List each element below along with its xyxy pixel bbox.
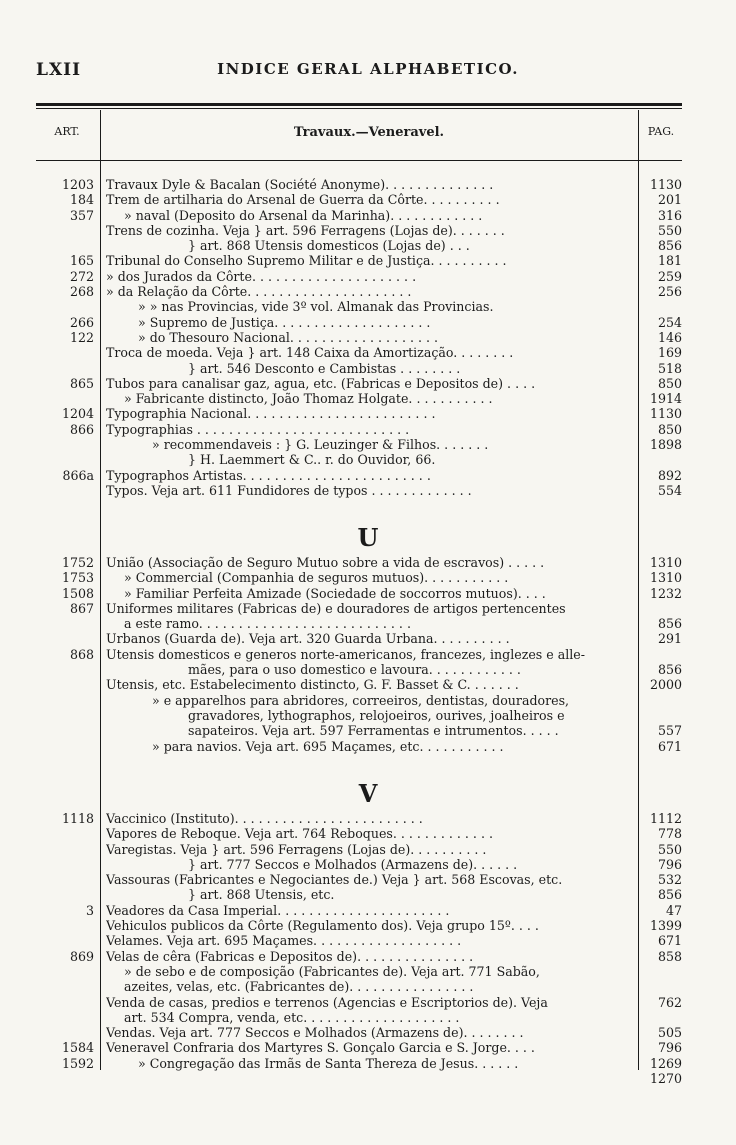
entry-text: » Familiar Perfeita Amizade (Sociedade de soccorros mutuos). . . .	[124, 585, 546, 601]
index-entry-row	[0, 315, 736, 330]
entry-page-number: 796	[657, 1040, 682, 1056]
index-entry-row	[0, 601, 736, 616]
entry-text: Utensis, etc. Estabelecimento distincto, G. F. Basset & C. . . . . . .	[106, 677, 519, 693]
entry-page-number: 856	[657, 887, 682, 903]
index-entry-row	[0, 345, 736, 360]
entry-text: Vendas. Veja art. 777 Seccos e Molhados (Armazens de). . . . . . . .	[106, 1025, 524, 1041]
index-entry-row	[0, 708, 736, 723]
section-letter-u: U	[357, 523, 379, 552]
entry-text: Uniformes militares (Fabricas de) e douradores de artigos pertencentes	[106, 600, 566, 616]
entry-page-number: 850	[657, 375, 682, 391]
index-entry-row	[0, 949, 736, 964]
entry-article-number: 1203	[61, 177, 94, 192]
entry-article-number: 1204	[61, 406, 94, 422]
entry-text: » e apparelhos para abridores, correeiros, dentistas, douradores,	[152, 692, 570, 708]
entry-text: » Fabricante distincto, João Thomaz Holgate. . . . . . . . . . .	[124, 391, 493, 407]
entry-text: azeites, velas, etc. (Fabricantes de). . . . . . . . . . . . . . . .	[124, 979, 474, 995]
entry-text: Trem de artilharia do Arsenal de Guerra da Côrte. . . . . . . . . .	[106, 192, 500, 208]
page-number: LXII	[36, 60, 82, 80]
entry-text: Veneravel Confraria dos Martyres S. Gonçalo Garcia e S. Jorge. . . .	[106, 1040, 535, 1056]
entry-text: Travaux Dyle & Bacalan (Société Anonyme). . . . . . . . . . . . . .	[106, 177, 494, 192]
entry-text: Velas de cêra (Fabricas e Depositos de). . . . . . . . . . . . . . .	[106, 948, 474, 964]
index-entry-row	[0, 192, 736, 207]
entry-text: Tubos para canalisar gaz, agua, etc. (Fabricas e Depositos de) . . . .	[106, 375, 536, 391]
entry-text: » dos Jurados da Côrte. . . . . . . . . . . . . . . . . . . . .	[106, 268, 417, 284]
entry-article-number: 1584	[61, 1040, 94, 1056]
entry-page-number: 1914	[649, 391, 682, 407]
entry-article-number: 867	[69, 600, 94, 616]
entry-text: » Commercial (Companhia de seguros mutuos). . . . . . . . . . .	[124, 570, 509, 586]
index-entry-row	[0, 223, 736, 238]
entry-text: Typographos Artistas. . . . . . . . . . . . . . . . . . . . . . . .	[106, 467, 431, 483]
entry-page-number: 259	[657, 268, 682, 284]
entry-text: Veadores da Casa Imperial. . . . . . . . . . . . . . . . . . . . . .	[106, 902, 450, 918]
entry-text: » naval (Deposito do Arsenal da Marinha). . . . . . . . . . . .	[124, 207, 483, 223]
entry-text: » Supremo de Justiça. . . . . . . . . . . . . . . . . . . .	[138, 314, 431, 330]
index-entry-row	[0, 1071, 736, 1086]
index-entry-row	[0, 964, 736, 979]
index-entry-row	[0, 903, 736, 918]
entry-text: Typographias . . . . . . . . . . . . . . . . . . . . . . . . . . .	[106, 421, 410, 437]
entry-page-number: 532	[657, 872, 682, 888]
entry-page-number: 1130	[649, 177, 682, 192]
entry-page-number: 1130	[649, 406, 682, 422]
entry-text: Velames. Veja art. 695 Maçames. . . . . . . . . . . . . . . . . . .	[106, 933, 462, 949]
entry-article-number: 1118	[61, 811, 94, 826]
column-header-pag: PAG.	[647, 125, 675, 138]
entry-page-number: 778	[657, 826, 682, 842]
entry-page-number: 856	[657, 662, 682, 678]
entry-page-number: 256	[657, 284, 682, 300]
entry-text: Typos. Veja art. 611 Fundidores de typos . . . . . . . . . . . . .	[106, 482, 472, 498]
index-entry-row	[0, 177, 736, 192]
index-entry-row	[0, 918, 736, 933]
entry-page-number: 550	[657, 222, 682, 238]
entry-page-number: 1898	[649, 437, 682, 453]
entry-page-number: 856	[657, 616, 682, 632]
entry-page-number: 1310	[649, 555, 682, 570]
entry-page-number: 850	[657, 421, 682, 437]
index-entry-row	[0, 1040, 736, 1055]
index-entry-row	[0, 422, 736, 437]
entry-page-number: 858	[657, 948, 682, 964]
index-entry-row	[0, 933, 736, 948]
index-entry-row	[0, 995, 736, 1010]
entry-text: Venda de casas, predios e terrenos (Agencias e Escriptorios de). Veja	[106, 994, 548, 1010]
entry-text: Vapores de Reboque. Veja art. 764 Reboques. . . . . . . . . . . . .	[106, 826, 493, 842]
entry-text: União (Associação de Seguro Mutuo sobre a vida de escravos) . . . . .	[106, 555, 545, 570]
index-entry-row	[0, 376, 736, 391]
index-entry-row	[0, 269, 736, 284]
entry-text: Typographia Nacional. . . . . . . . . . . . . . . . . . . . . . . .	[106, 406, 436, 422]
index-entry-row	[0, 1010, 736, 1025]
entry-page-number: 1310	[649, 570, 682, 586]
entry-article-number: 1508	[61, 585, 94, 601]
index-entry-row	[0, 811, 736, 826]
index-entry-row	[0, 872, 736, 887]
entry-article-number: 1753	[61, 570, 94, 586]
entry-text: » da Relação da Côrte. . . . . . . . . . . . . . . . . . . . .	[106, 284, 412, 300]
index-entry-row	[0, 208, 736, 223]
entry-page-number: 1232	[649, 585, 682, 601]
index-entry-row	[0, 723, 736, 738]
entry-text: » Congregação das Irmãs de Santa Thereza de Jesus. . . . . .	[138, 1055, 519, 1071]
entry-page-number: 291	[657, 631, 682, 647]
top-rule-thick	[36, 103, 682, 106]
entry-text: } art. 777 Seccos e Molhados (Armazens de). . . . . .	[188, 856, 518, 872]
section-range-heading: Travaux.—Veneravel.	[293, 125, 445, 140]
entry-article-number: 165	[69, 253, 94, 269]
entry-page-number: 671	[657, 933, 682, 949]
entry-article-number: 3	[85, 902, 94, 918]
entry-page-number: 518	[657, 360, 682, 376]
entry-text: Troca de moeda. Veja } art. 148 Caixa da Amortização. . . . . . . .	[106, 345, 514, 361]
index-entry-row	[0, 739, 736, 754]
entry-article-number: 357	[69, 207, 94, 223]
index-entry-row	[0, 330, 736, 345]
entry-page-number: 762	[657, 994, 682, 1010]
index-entry-row	[0, 662, 736, 677]
index-entry-row	[0, 570, 736, 585]
index-entry-row	[0, 857, 736, 872]
index-entry-row	[0, 299, 736, 314]
entry-text: » do Thesouro Nacional. . . . . . . . . . . . . . . . . . .	[138, 329, 439, 345]
entry-page-number: 557	[657, 723, 682, 739]
index-block-u	[0, 555, 736, 754]
entry-page-number: 1270	[649, 1071, 682, 1087]
entry-page-number: 181	[657, 253, 682, 269]
entry-article-number: 868	[69, 646, 94, 662]
page-title: INDICE GERAL ALPHABETICO.	[217, 60, 519, 78]
index-entry-row	[0, 437, 736, 452]
index-entry-row	[0, 1056, 736, 1071]
index-entry-row	[0, 586, 736, 601]
entry-page-number: 47	[665, 902, 682, 918]
entry-text: } H. Laemmert & C.. r. do Ouvidor, 66.	[188, 452, 436, 468]
entry-page-number: 856	[657, 238, 682, 254]
entry-page-number: 505	[657, 1025, 682, 1041]
index-entry-row	[0, 826, 736, 841]
index-entry-row	[0, 647, 736, 662]
entry-article-number: 866	[69, 421, 94, 437]
entry-text: Vaccinico (Instituto). . . . . . . . . . . . . . . . . . . . . . . .	[106, 811, 423, 826]
entry-text: mães, para o uso domestico e lavoura. . . . . . . . . . . .	[188, 662, 521, 678]
entry-page-number: 146	[657, 329, 682, 345]
index-entry-row	[0, 253, 736, 268]
entry-text: a este ramo. . . . . . . . . . . . . . . . . . . . . . . . . . .	[124, 616, 411, 632]
entry-text: Utensis domesticos e generos norte-americanos, francezes, inglezes e alle-	[106, 646, 585, 662]
entry-text: » recommendaveis : } G. Leuzinger & Filhos. . . . . . .	[152, 437, 489, 453]
entry-text: » de sebo e de composição (Fabricantes de). Veja art. 771 Sabão,	[124, 963, 540, 979]
entry-article-number: 184	[69, 192, 94, 208]
index-entry-row	[0, 452, 736, 467]
index-entry-row	[0, 483, 736, 498]
entry-article-number: 122	[69, 329, 94, 345]
index-entry-row	[0, 693, 736, 708]
entry-article-number: 1592	[61, 1055, 94, 1071]
index-entry-row	[0, 238, 736, 253]
entry-page-number: 1269	[649, 1055, 682, 1071]
entry-article-number: 266	[69, 314, 94, 330]
entry-text: } art. 868 Utensis domesticos (Lojas de) . . .	[188, 238, 470, 254]
entry-page-number: 316	[657, 207, 682, 223]
entry-text: Trens de cozinha. Veja } art. 596 Ferragens (Lojas de). . . . . . .	[106, 222, 505, 238]
index-entry-row	[0, 361, 736, 376]
entry-page-number: 169	[657, 345, 682, 361]
index-entry-row	[0, 391, 736, 406]
entry-page-number: 892	[657, 467, 682, 483]
entry-page-number: 1112	[649, 811, 682, 826]
entry-text: Vehiculos publicos da Côrte (Regulamento dos). Veja grupo 15º. . . .	[106, 918, 539, 934]
entry-page-number: 254	[657, 314, 682, 330]
entry-article-number: 272	[69, 268, 94, 284]
entry-text: Tribunal do Conselho Supremo Militar e de Justiça. . . . . . . . . .	[106, 253, 507, 269]
entry-text: } art. 868 Utensis, etc.	[188, 887, 335, 903]
index-entry-row	[0, 406, 736, 421]
entry-page-number: 201	[657, 192, 682, 208]
entry-page-number: 1399	[649, 918, 682, 934]
index-entry-row	[0, 555, 736, 570]
entry-text: gravadores, lythographos, relojoeiros, ourives, joalheiros e	[188, 707, 565, 723]
column-header-art: ART.	[54, 125, 80, 138]
index-entry-row	[0, 284, 736, 299]
entry-text: sapateiros. Veja art. 597 Ferramentas e intrumentos. . . . .	[188, 723, 559, 739]
index-entry-row	[0, 1025, 736, 1040]
entry-article-number: 1752	[61, 555, 94, 570]
entry-page-number: 2000	[649, 677, 682, 693]
index-entry-row	[0, 887, 736, 902]
entry-article-number: 866a	[62, 467, 94, 483]
index-entry-row	[0, 616, 736, 631]
index-block-v	[0, 811, 736, 1086]
index-entry-row	[0, 842, 736, 857]
entry-article-number: 268	[69, 284, 94, 300]
entry-text: » » nas Provincias, vide 3º vol. Almanak das Provincias.	[138, 299, 494, 315]
section-letter-v: V	[358, 779, 378, 808]
entry-text: Varegistas. Veja } art. 596 Ferragens (Lojas de). . . . . . . . . .	[106, 841, 487, 857]
entry-article-number: 865	[69, 375, 94, 391]
entry-text: » para navios. Veja art. 695 Maçames, etc. . . . . . . . . . .	[152, 738, 504, 754]
index-entry-row	[0, 631, 736, 646]
entry-page-number: 796	[657, 856, 682, 872]
index-block-t	[0, 177, 736, 498]
entry-text: } art. 546 Desconto e Cambistas . . . . . . . .	[188, 360, 461, 376]
index-entry-row	[0, 677, 736, 692]
entry-text: Urbanos (Guarda de). Veja art. 320 Guarda Urbana. . . . . . . . . .	[106, 631, 510, 647]
entry-text: Vassouras (Fabricantes e Negociantes de.) Veja } art. 568 Escovas, etc.	[106, 872, 563, 888]
top-rule-thin	[36, 108, 682, 109]
entry-page-number: 554	[657, 482, 682, 498]
header-bottom-rule	[36, 160, 682, 161]
index-entry-row	[0, 979, 736, 994]
entry-page-number: 671	[657, 738, 682, 754]
entry-page-number: 550	[657, 841, 682, 857]
entry-text: art. 534 Compra, venda, etc. . . . . . . . . . . . . . . . . . . .	[124, 1009, 460, 1025]
index-entry-row	[0, 468, 736, 483]
entry-article-number: 869	[69, 948, 94, 964]
